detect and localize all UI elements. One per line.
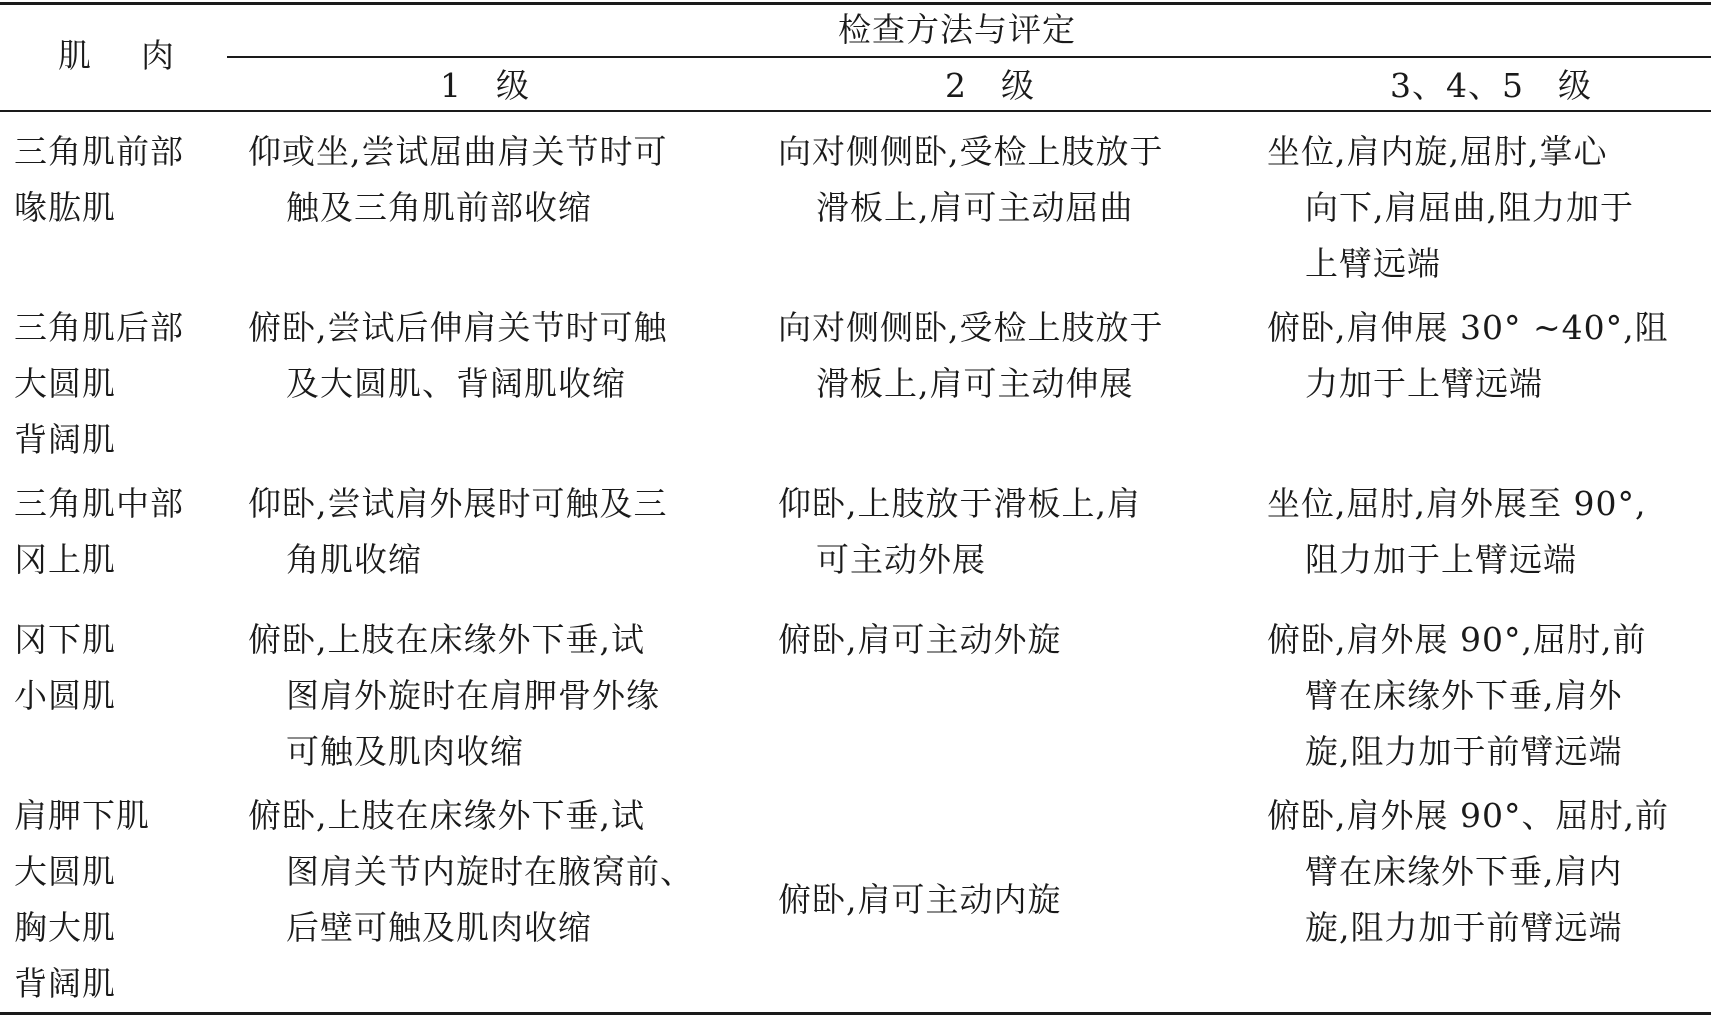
table-row-4-grade-345: [1267, 612, 1707, 780]
table-row-1-grade-2: [778, 124, 1258, 236]
row-3-muscle-line-1: 三角肌中部: [14, 484, 184, 523]
row-5-grade-2-line-1: 俯卧,肩可主动内旋: [778, 880, 1062, 919]
row-5-grade-1-line-3: 后壁可触及肌肉收缩: [286, 908, 592, 947]
table-row-1-muscle: [14, 124, 184, 236]
row-5-grade-345-line-2: 臂在床缘外下垂,肩内: [1305, 852, 1623, 891]
row-5-grade-1-line-1: 俯卧,上肢在床缘外下垂,试: [248, 796, 645, 835]
table-row-3-grade-1: [248, 476, 738, 588]
row-2-grade-2-line-1: 向对侧侧卧,受检上肢放于: [778, 308, 1164, 347]
row-4-grade-345-line-2: 臂在床缘外下垂,肩外: [1305, 676, 1623, 715]
row-5-grade-345-line-3: 旋,阻力加于前臂远端: [1305, 908, 1623, 947]
row-4-grade-345-line-1: 俯卧,肩外展 90°,屈肘,前: [1267, 620, 1647, 659]
header-grade-345-unit: 级: [1558, 66, 1592, 105]
table-bottom-rule: [0, 1012, 1711, 1015]
row-1-grade-1-line-1: 仰或坐,尝试屈曲肩关节时可: [248, 132, 668, 171]
row-1-grade-345-line-3: 上臂远端: [1305, 244, 1441, 283]
row-4-grade-1-line-2: 图肩外旋时在肩胛骨外缘: [286, 676, 660, 715]
row-4-muscle-line-1: 冈下肌: [14, 620, 116, 659]
header-grade-2-num: 2: [945, 66, 967, 105]
row-2-muscle-line-3: 背阔肌: [14, 420, 116, 459]
row-4-grade-1-line-1: 俯卧,上肢在床缘外下垂,试: [248, 620, 645, 659]
row-5-muscle-line-2: 大圆肌: [14, 852, 116, 891]
table-row-2-grade-2: [778, 300, 1258, 412]
header-grade-2: [945, 58, 1035, 114]
row-4-grade-1-line-3: 可触及肌肉收缩: [286, 732, 524, 771]
header-grade-2-unit: 级: [1001, 66, 1035, 105]
row-5-muscle-line-4: 背阔肌: [14, 964, 116, 1003]
row-2-grade-2-line-2: 滑板上,肩可主动伸展: [816, 364, 1134, 403]
row-2-grade-345-line-1: 俯卧,肩伸展 30° ~40°,阻: [1267, 308, 1669, 347]
table-row-2-grade-345: [1267, 300, 1707, 412]
row-1-grade-2-line-1: 向对侧侧卧,受检上肢放于: [778, 132, 1164, 171]
row-3-muscle-line-2: 冈上肌: [14, 540, 116, 579]
table-row-5-grade-1: [248, 788, 738, 956]
row-3-grade-1-line-2: 角肌收缩: [286, 540, 422, 579]
header-grade-1-num: 1: [440, 66, 462, 105]
table-row-4-muscle: [14, 612, 116, 724]
header-method: 检查方法与评定: [838, 10, 1076, 49]
row-4-muscle-line-2: 小圆肌: [14, 676, 116, 715]
header-muscle-char-2: 肉: [141, 36, 174, 75]
row-2-grade-345-line-2: 力加于上臂远端: [1305, 364, 1543, 403]
header-grade-345-num: 3、4、5: [1390, 66, 1524, 105]
header-muscle: [58, 28, 174, 84]
table-row-3-grade-345: [1267, 476, 1707, 588]
table-row-2-muscle: [14, 300, 184, 468]
row-1-muscle-line-1: 三角肌前部: [14, 132, 184, 171]
row-2-grade-1-line-1: 俯卧,尝试后伸肩关节时可触: [248, 308, 668, 347]
table-row-5-grade-345: [1267, 788, 1707, 956]
row-5-grade-345-line-1: 俯卧,肩外展 90°、屈肘,前: [1267, 796, 1669, 835]
row-3-grade-345-line-1: 坐位,屈肘,肩外展至 90°,: [1267, 484, 1647, 523]
header-grade-1: [440, 58, 530, 114]
table-row-5-grade-2: [778, 872, 1258, 928]
row-2-grade-1-line-2: 及大圆肌、背阔肌收缩: [286, 364, 626, 403]
row-1-grade-345-line-1: 坐位,肩内旋,屈肘,掌心: [1267, 132, 1608, 171]
row-3-grade-2-line-2: 可主动外展: [816, 540, 986, 579]
table-row-1-grade-1: [248, 124, 738, 236]
header-muscle-char-1: 肌: [58, 36, 91, 75]
table-row-4-grade-1: [248, 612, 738, 780]
table-row-3-grade-2: [778, 476, 1258, 588]
table-row-3-muscle: [14, 476, 184, 588]
row-4-grade-2-line-1: 俯卧,肩可主动外旋: [778, 620, 1062, 659]
row-3-grade-2-line-1: 仰卧,上肢放于滑板上,肩: [778, 484, 1141, 523]
row-3-grade-345-line-2: 阻力加于上臂远端: [1305, 540, 1577, 579]
header-grade-1-unit: 级: [496, 66, 530, 105]
row-3-grade-1-line-1: 仰卧,尝试肩外展时可触及三: [248, 484, 668, 523]
table-row-1-grade-345: [1267, 124, 1707, 292]
table-row-4-grade-2: [778, 612, 1258, 668]
row-2-muscle-line-1: 三角肌后部: [14, 308, 184, 347]
table-row-2-grade-1: [248, 300, 738, 412]
row-1-grade-345-line-2: 向下,肩屈曲,阻力加于: [1305, 188, 1634, 227]
table-row-5-muscle: [14, 788, 150, 1012]
row-2-muscle-line-2: 大圆肌: [14, 364, 116, 403]
row-1-grade-1-line-2: 触及三角肌前部收缩: [286, 188, 592, 227]
header-grade-345: [1390, 58, 1592, 114]
row-5-muscle-line-1: 肩胛下肌: [14, 796, 150, 835]
row-1-muscle-line-2: 喙肱肌: [14, 188, 116, 227]
row-5-muscle-line-3: 胸大肌: [14, 908, 116, 947]
row-1-grade-2-line-2: 滑板上,肩可主动屈曲: [816, 188, 1134, 227]
row-5-grade-1-line-2: 图肩关节内旋时在腋窝前、: [286, 852, 694, 891]
row-4-grade-345-line-3: 旋,阻力加于前臂远端: [1305, 732, 1623, 771]
